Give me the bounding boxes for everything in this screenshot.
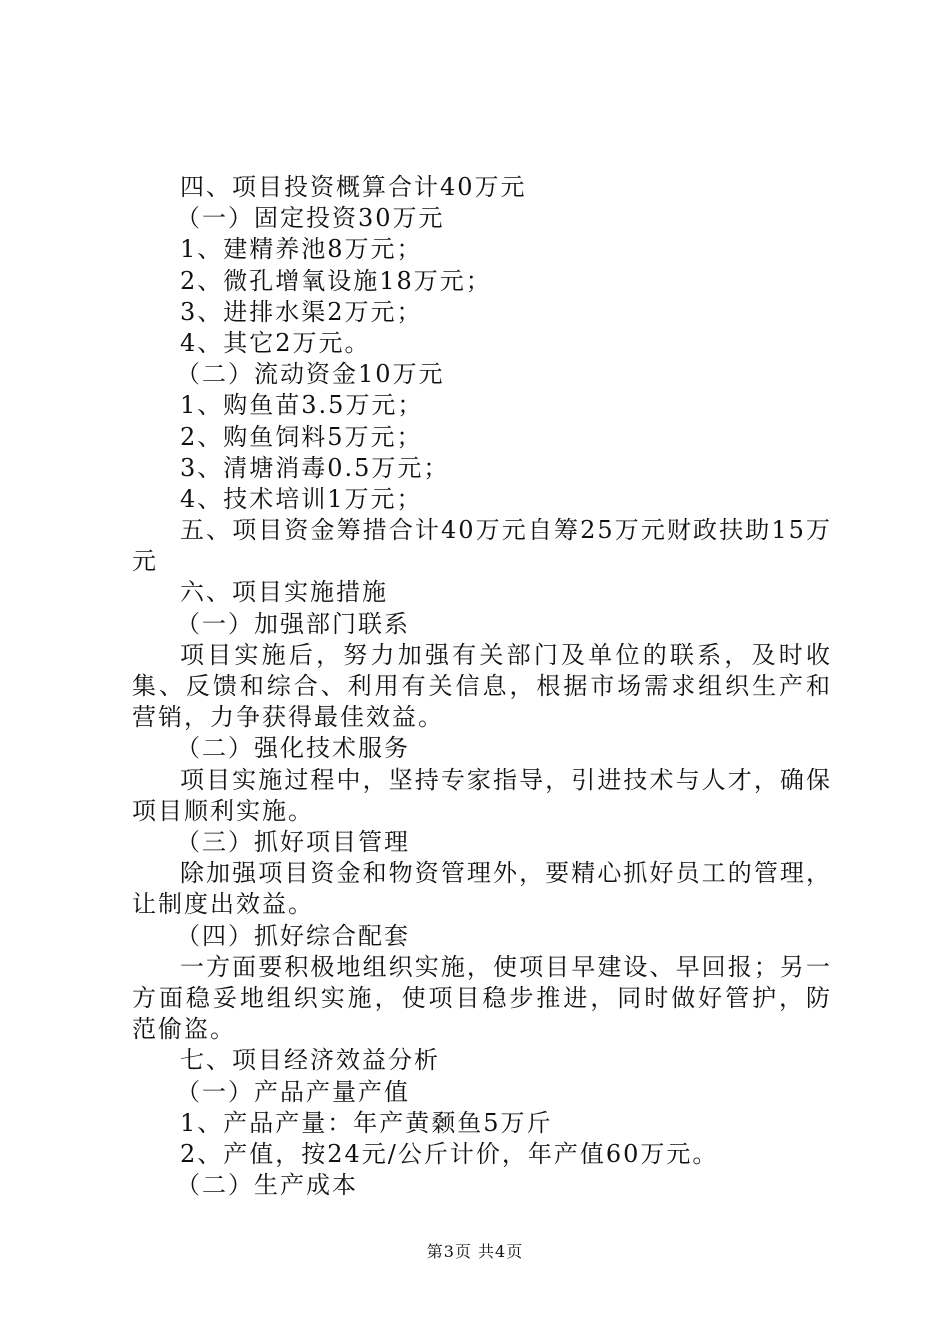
section6-para2: 项目实施过程中，坚持专家指导，引进技术与人才，确保项目顺利实施。 bbox=[132, 765, 832, 825]
list-item: 4、其它2万元。 bbox=[180, 328, 371, 357]
section5-funding: 五、项目资金筹措合计40万元自筹25万元财政扶助15万元 bbox=[132, 516, 832, 576]
list-item: 2、产值，按24元/公斤计价，年产值60万元。 bbox=[180, 1140, 719, 1168]
section6-sub4: （四）抓好综合配套 bbox=[176, 921, 410, 950]
section4-sub1: （一）固定投资30万元 bbox=[176, 204, 445, 233]
list-item: 2、购鱼饲料5万元； bbox=[180, 422, 423, 451]
section6-sub2: （二）强化技术服务 bbox=[176, 734, 410, 763]
section6-para3: 除加强项目资金和物资管理外，要精心抓好员工的管理，让制度出效益。 bbox=[132, 859, 832, 919]
section4-sub2: （二）流动资金10万元 bbox=[176, 360, 445, 389]
section6-sub1: （一）加强部门联系 bbox=[176, 609, 410, 638]
list-item: 3、清塘消毒0.5万元； bbox=[180, 453, 450, 482]
list-item: 3、进排水渠2万元； bbox=[180, 297, 423, 326]
section6-para4: 一方面要积极地组织实施，使项目早建设、早回报；另一方面稳妥地组织实施，使项目稳步推进，同时做好管护，防范偷盗。 bbox=[132, 952, 832, 1044]
section7-sub1: （一）产品产量产值 bbox=[176, 1077, 410, 1106]
section4-title: 四、项目投资概算合计40万元 bbox=[180, 173, 527, 201]
list-item: 2、微孔增氧设施18万元； bbox=[180, 266, 492, 295]
document-body bbox=[132, 172, 832, 1201]
list-item: 1、产品产量：年产黄颡鱼5万斤 bbox=[180, 1108, 553, 1137]
page-footer: 第3页 共4页 bbox=[426, 1242, 524, 1261]
section6-sub3: （三）抓好项目管理 bbox=[176, 828, 410, 857]
section6-title: 六、项目实施措施 bbox=[180, 578, 388, 607]
list-item: 4、技术培训1万元； bbox=[180, 484, 423, 513]
section7-sub2: （二）生产成本 bbox=[176, 1171, 358, 1200]
list-item: 1、购鱼苗3.5万元； bbox=[180, 391, 424, 420]
section6-para1: 项目实施后，努力加强有关部门及单位的联系，及时收集、反馈和综合、利用有关信息，根据市场需求组织生产和营销，力争获得最佳效益。 bbox=[132, 640, 832, 732]
section7-title: 七、项目经济效益分析 bbox=[180, 1046, 440, 1075]
list-item: 1、建精养池8万元； bbox=[180, 235, 423, 264]
